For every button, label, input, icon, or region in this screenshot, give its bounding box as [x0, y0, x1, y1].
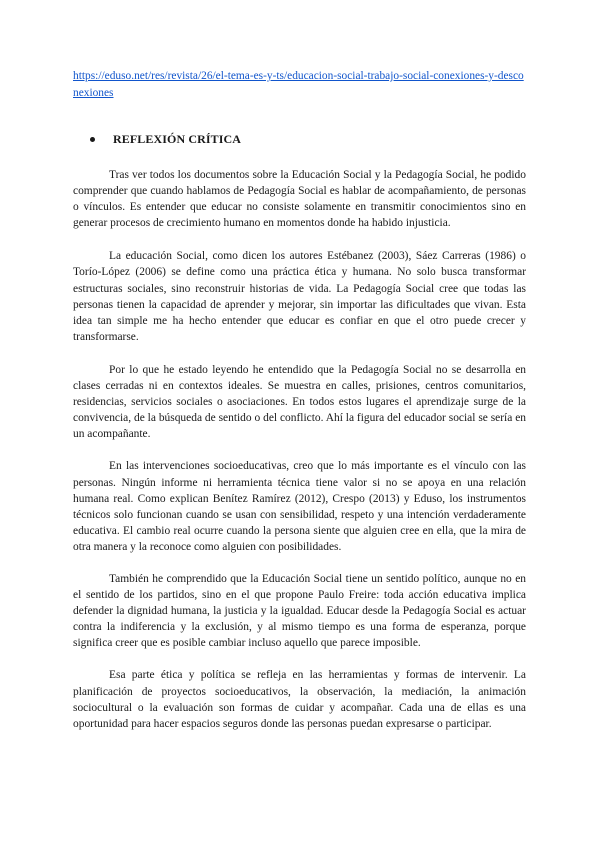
paragraph: Tras ver todos los documentos sobre la Educación Social y la Pedagogía Social, he podido comprender que cuando hablamos de Pedagogía Social es hablar de acompañamiento, de personas o vínculos. Es entender que educar no consiste solamente en transmitir conocimientos sino en generar procesos de crecimiento humano en momentos donde ha habido injusticia. [73, 169, 526, 230]
reference-link[interactable]: https://eduso.net/res/revista/26/el-tema-es-y-ts/educacion-social-trabajo-social-conexiones-y-desconexiones [73, 70, 524, 99]
paragraph: También he comprendido que la Educación Social tiene un sentido político, aunque no en el sentido de los partidos, sino en el que propone Paulo Freire: toda acción educativa implica defender la dignidad humana, la justicia y la igualdad. Educar desde la Pedagogía Social es actuar contra la indiferencia y la exclusión, y al mismo tiempo es una forma de esperanza, porque significa creer que es posible cambiar incluso aquello que parece imposible. [73, 572, 526, 650]
paragraph: Por lo que he estado leyendo he entendido que la Pedagogía Social no se desarrolla en clases cerradas ni en contextos ideales. Se muestra en calles, prisiones, centros comunitarios, residencias, servicios sociales o asociaciones. En todos estos lugares el aprendizaje surge de la convivencia, de la búsqueda de sentido o del conflicto. Ahí la figura del educador social se sería en un acompañante. [73, 363, 526, 441]
paragraph: La educación Social, como dicen los autores Estébanez (2003), Sáez Carreras (1986) o Torío-López (2006) se define como una práctica ética y humana. No solo busca transformar estructuras sociales, sino reconstruir historias de vida. La Pedagogía Social cree que todas las personas tienen la capacidad de aprender y mejorar, sin importar las dificultades que vivan. Esta idea tan simple me ha hecho entender que educar es confiar en que el otro puede crecer y transformarse. [73, 250, 526, 343]
section-heading-text: REFLEXIÓN CRÍTICA [113, 132, 242, 146]
bullet-icon [90, 137, 95, 142]
paragraph: Esa parte ética y política se refleja en las herramientas y formas de intervenir. La planificación de proyectos socioeducativos, la observación, la mediación, la animación sociocultural o la evaluación son formas de cuidar y acompañar. Cada una de ellas es una oportunidad para hacer espacios seguros donde las personas puedan expresarse o participar. [73, 669, 526, 730]
paragraph: En las intervenciones socioeducativas, creo que lo más importante es el vínculo con las personas. Ningún informe ni herramienta técnica tiene valor si no se apoya en una relación humana real. Como explican Benítez Ramírez (2012), Crespo (2013) y Eduso, los instrumentos técnicos solo funcionan cuando se usan con sensibilidad, respeto y una intención verdaderamente educativa. El cambio real ocurre cuando la persona siente que alguien cree en ella, que la mira de otra manera y la reconoce como alguien con posibilidades. [73, 460, 526, 553]
section-heading [90, 131, 526, 147]
